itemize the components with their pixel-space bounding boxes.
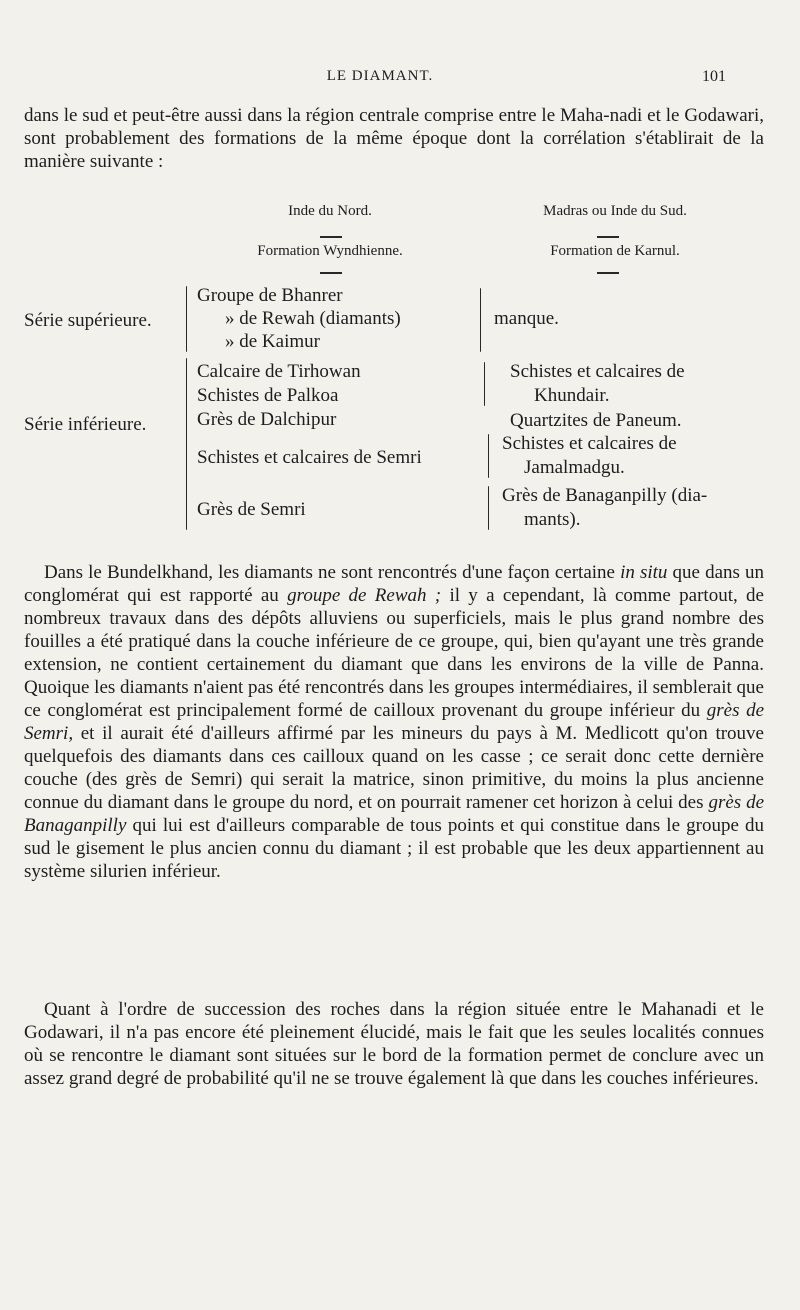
south-formation-heading: Formation de Karnul. <box>550 243 680 259</box>
italic-term: in situ <box>620 562 668 583</box>
upper-series-label: Série supérieure. <box>24 310 152 331</box>
south-layer: mants). <box>524 509 581 530</box>
dash <box>597 272 619 274</box>
north-region-heading: Inde du Nord. <box>288 203 372 219</box>
south-layer: Khundair. <box>534 385 610 406</box>
left-brace <box>186 286 187 352</box>
north-layer: Schistes et calcaires de Semri <box>197 447 422 468</box>
running-header <box>0 68 800 90</box>
page-number: 101 <box>702 68 726 85</box>
body-paragraph: Quant à l'ordre de succession des roches dans la région située entre le Mahanadi et le Godawari, il n'a pas encore été pleinement élucidé, mais le fait que les seules localités connues où se rencontre le diamant sont situées sur le bord de la formation permet de conclure avec un assez grand degré de probabilité qu'il ne se trouve également là que dans les couches inférieures. <box>24 999 764 1089</box>
north-layer: Grès de Dalchipur <box>197 409 337 430</box>
north-layer: » de Kaimur <box>225 331 320 352</box>
south-layer: Quartzites de Paneum. <box>510 410 682 431</box>
south-layer: Schistes et calcaires de <box>502 433 677 454</box>
left-brace <box>488 486 489 530</box>
south-layer: manque. <box>494 308 559 329</box>
intro-paragraph: dans le sud et peut-être aussi dans la région centrale comprise entre le Maha-nadi et le Godawari, sont probablement des formations de la même époque dont la corrélation s'établirait de la manière suivante : <box>24 105 764 172</box>
left-brace <box>186 358 187 530</box>
dash <box>320 272 342 274</box>
lower-series-label: Série inférieure. <box>24 414 147 435</box>
right-brace <box>484 362 485 406</box>
south-layer: Jamalmadgu. <box>524 457 625 478</box>
right-brace <box>480 288 481 352</box>
north-layer: Grès de Semri <box>197 499 306 520</box>
north-layer: » de Rewah (diamants) <box>225 308 401 329</box>
north-layer: Groupe de Bhanrer <box>197 285 343 306</box>
running-title: LE DIAMANT. <box>326 68 434 84</box>
italic-term: grès de Semri, <box>24 700 765 744</box>
south-layer: Schistes et calcaires de <box>510 361 685 382</box>
dash <box>320 236 342 238</box>
north-formation-heading: Formation Wyndhienne. <box>257 243 403 259</box>
italic-term: groupe de Rewah ; <box>287 585 442 606</box>
south-region-heading: Madras ou Inde du Sud. <box>543 203 687 219</box>
south-layer: Grès de Banaganpilly (dia- <box>502 485 708 506</box>
body-paragraph: Dans le Bundelkhand, les diamants ne sont rencontrés d'une façon certaine in situ que dans un conglomérat qui est rapporté au groupe de Rewah ; il y a cependant, là comme partout, de nombreux travaux dans des dépôts alluviens ou superficiels, mais le plus grand nombre des fouilles a été pratiqué dans la couche inférieure de ce groupe, qui, bien qu'ayant une très grande extension, ne contient certainement du diamant que dans les environs de la ville de Panna. Quoique les diamants n'aient pas été rencontrés dans les groupes intermédiaires, il semblerait que ce conglomérat est principalement formé de cailloux provenant du groupe inférieur du grès de Semri, et il aurait été d'ailleurs affirmé par les mineurs du pays à M. Medlicott qu'on trouve quelquefois des diamants dans ces cailloux quand on les casse ; ce serait donc cette dernière couche (des grès de Semri) qui serait la matrice, sinon primitive, du moins la plus ancienne connue du diamant dans le groupe du nord, et on pourrait ramener cet horizon à celui des grès de Banaganpilly qui lui est d'ailleurs comparable de tous points et qui constitue dans le groupe du sud le gisement le plus ancien connu du diamant ; il est probable que les deux appartiennent au système silurien inférieur. <box>24 562 765 882</box>
italic-term: grès de Banaganpilly <box>24 792 765 836</box>
dash <box>597 236 619 238</box>
north-layer: Calcaire de Tirhowan <box>197 361 361 382</box>
north-layer: Schistes de Palkoa <box>197 385 339 406</box>
left-brace <box>488 434 489 478</box>
